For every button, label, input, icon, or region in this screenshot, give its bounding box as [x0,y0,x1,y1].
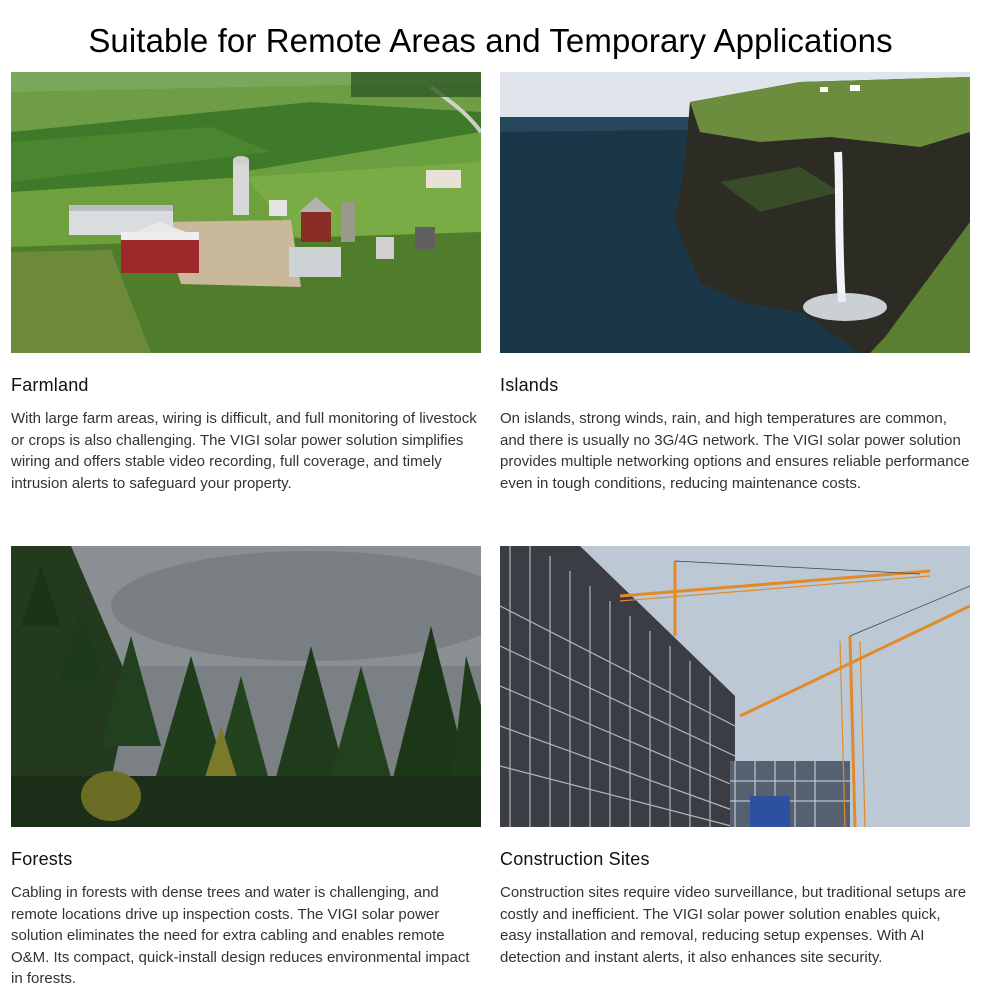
islands-title: Islands [500,375,559,395]
construction-photo [500,546,970,827]
farmland-description: With large farm areas, wiring is difficult, and full monitoring of livestock or crops is also challenging. The VIGI solar power solution simplifies wiring and offers stable video recording, full coverage, and timely intrusion alerts to safeguard your property. [11,410,477,492]
forests-photo [11,546,481,827]
card-forests [11,546,481,988]
forests-description: Cabling in forests with dense trees and water is challenging, and remote locations drive up inspection costs. The VIGI solar power solution eliminates the need for extra cabling and enables remote O&M. Its compact, quick-install design reduces environmental impact in forests. [11,884,470,988]
forests-title: Forests [11,849,73,869]
card-farmland [11,72,481,492]
farmland-photo [11,72,481,353]
card-islands [500,72,970,492]
islands-description: On islands, strong winds, rain, and high temperatures are common, and there is usually no 3G/4G network. The VIGI solar power solution provides multiple networking options and ensures reliable performance even in tough conditions, reducing maintenance costs. [500,410,970,492]
construction-description: Construction sites require video surveillance, but traditional setups are costly and inefficient. The VIGI solar power solution enables quick, easy installation and removal, reducing setup expenses. With AI detection and instant alerts, it also enhances site security. [500,884,967,966]
card-construction [500,546,970,966]
construction-title: Construction Sites [500,849,650,869]
islands-photo [500,72,970,353]
page-title: Suitable for Remote Areas and Temporary Applications [88,22,893,60]
farmland-title: Farmland [11,375,89,395]
